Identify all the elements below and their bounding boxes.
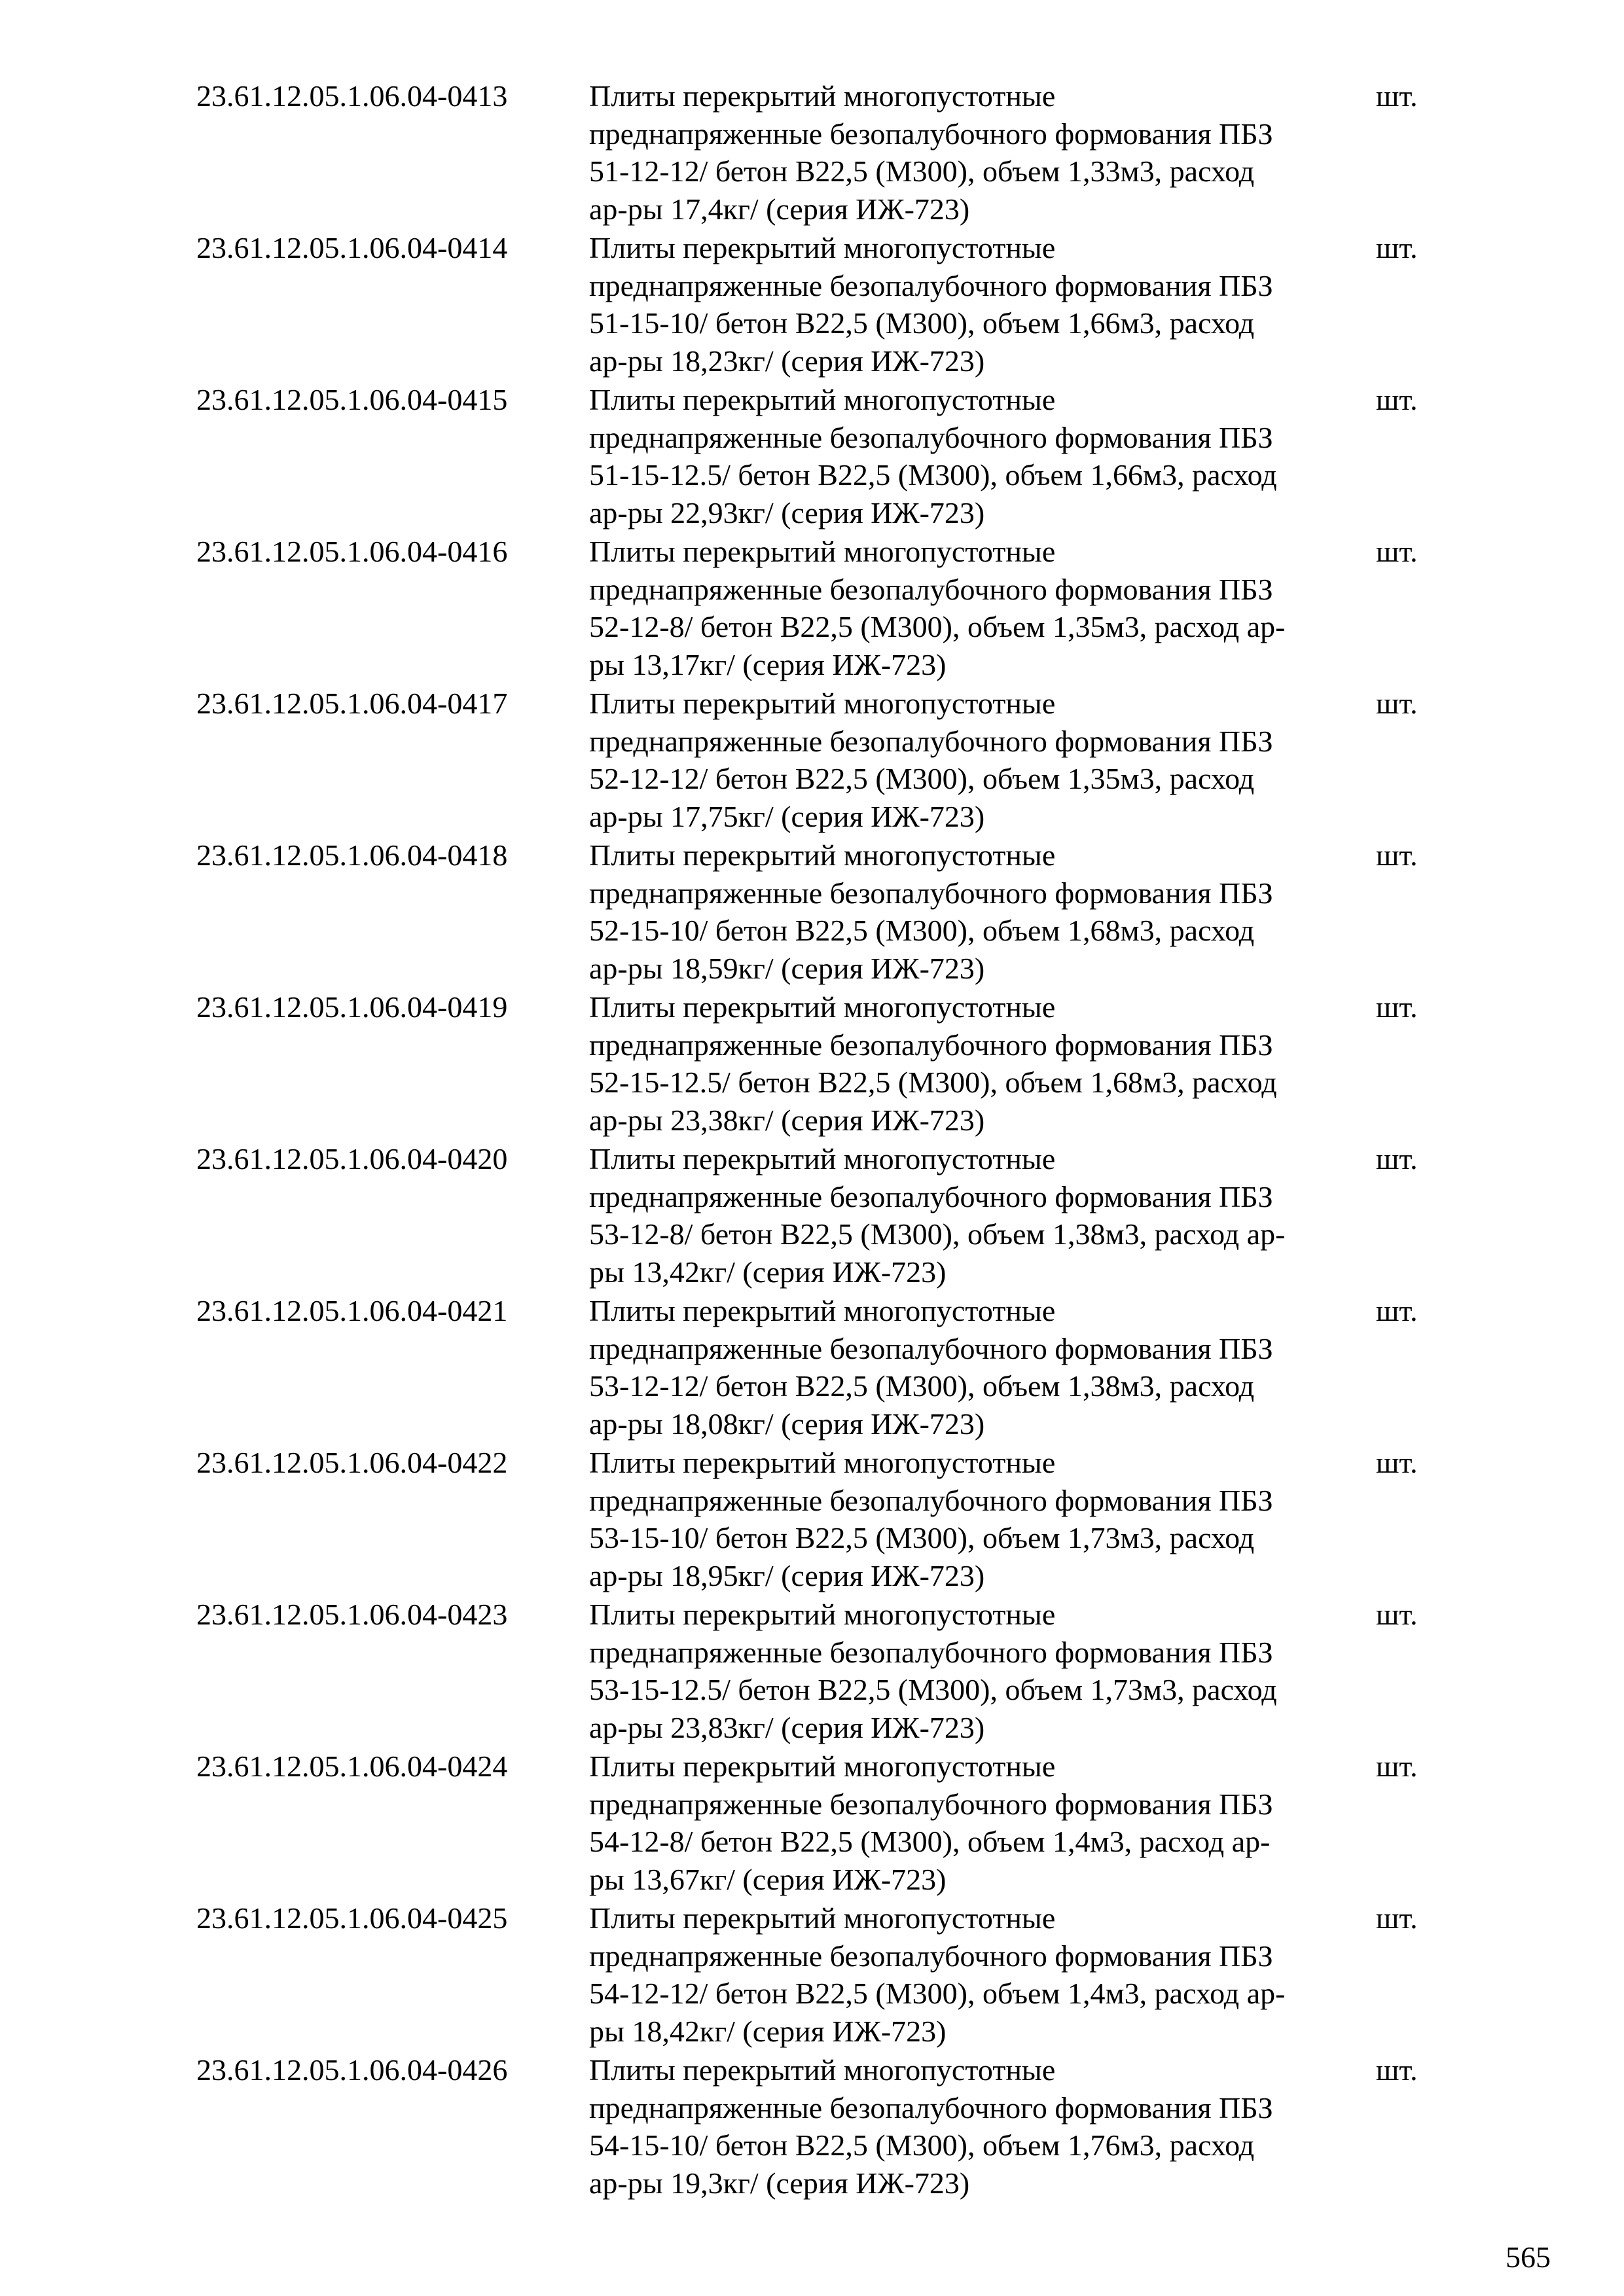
description-line: преднапряженные безопалубочного формования ПБЗ xyxy=(589,2090,1273,2125)
description-line: Плиты перекрытий многопустотные xyxy=(589,383,1056,416)
resource-description xyxy=(589,229,1440,380)
list-item xyxy=(196,381,1440,533)
list-item xyxy=(196,1444,1440,1596)
description-line: ар-ры 23,83кг/ (серия ИЖ-723) xyxy=(589,1710,985,1744)
description-line: ры 18,42кг/ (серия ИЖ-723) xyxy=(589,2014,947,2048)
description-line: Плиты перекрытий многопустотные xyxy=(589,990,1056,1024)
description-line: Плиты перекрытий многопустотные xyxy=(589,231,1056,264)
resource-description xyxy=(589,1292,1440,1443)
resource-description xyxy=(589,77,1440,228)
description-line: Плиты перекрытий многопустотные xyxy=(589,2053,1056,2087)
list-item xyxy=(196,533,1440,685)
resource-code: 23.61.12.05.1.06.04-0419 xyxy=(196,990,508,1024)
resource-description xyxy=(589,1748,1440,1898)
description-line: преднапряженные безопалубочного формования ПБЗ xyxy=(589,117,1273,151)
unit-of-measure: шт. xyxy=(1376,535,1418,568)
resource-description xyxy=(589,988,1440,1139)
resource-description xyxy=(589,1444,1440,1594)
description-line: 54-15-10/ бетон В22,5 (М300), объем 1,76м3, расход xyxy=(589,2128,1255,2162)
resource-code: 23.61.12.05.1.06.04-0413 xyxy=(196,79,508,113)
unit-of-measure: шт. xyxy=(1376,231,1418,264)
description-line: ар-ры 17,4кг/ (серия ИЖ-723) xyxy=(589,192,970,226)
unit-of-measure: шт. xyxy=(1376,838,1418,872)
description-line: ар-ры 18,95кг/ (серия ИЖ-723) xyxy=(589,1558,985,1592)
description-line: Плиты перекрытий многопустотные xyxy=(589,79,1056,113)
description-line: преднапряженные безопалубочного формования ПБЗ xyxy=(589,420,1273,454)
description-line: ар-ры 18,59кг/ (серия ИЖ-723) xyxy=(589,951,985,985)
list-item xyxy=(196,229,1440,381)
description-line: преднапряженные безопалубочного формования ПБЗ xyxy=(589,876,1273,910)
list-item xyxy=(196,1748,1440,1899)
resource-description xyxy=(589,1140,1440,1291)
description-line: ар-ры 17,75кг/ (серия ИЖ-723) xyxy=(589,799,985,833)
description-line: ар-ры 18,23кг/ (серия ИЖ-723) xyxy=(589,344,985,378)
description-line: ры 13,67кг/ (серия ИЖ-723) xyxy=(589,1862,947,1896)
resource-code: 23.61.12.05.1.06.04-0423 xyxy=(196,1598,508,1631)
resource-code: 23.61.12.05.1.06.04-0415 xyxy=(196,383,508,416)
resource-description xyxy=(589,836,1440,987)
resource-code: 23.61.12.05.1.06.04-0417 xyxy=(196,687,508,720)
list-item xyxy=(196,988,1440,1140)
description-line: Плиты перекрытий многопустотные xyxy=(589,1142,1056,1175)
description-line: 54-12-12/ бетон В22,5 (М300), объем 1,4м3, расход ар- xyxy=(589,1977,1286,2010)
description-line: Плиты перекрытий многопустотные xyxy=(589,838,1056,872)
unit-of-measure: шт. xyxy=(1376,1749,1418,1783)
description-line: Плиты перекрытий многопустотные xyxy=(589,535,1056,568)
description-line: преднапряженные безопалубочного формования ПБЗ xyxy=(589,268,1273,302)
description-line: ры 13,42кг/ (серия ИЖ-723) xyxy=(589,1255,947,1289)
resource-code: 23.61.12.05.1.06.04-0425 xyxy=(196,1901,508,1935)
resource-code: 23.61.12.05.1.06.04-0422 xyxy=(196,1446,508,1479)
description-line: Плиты перекрытий многопустотные xyxy=(589,1446,1056,1479)
unit-of-measure: шт. xyxy=(1376,1142,1418,1175)
description-line: Плиты перекрытий многопустотные xyxy=(589,1294,1056,1327)
resource-code: 23.61.12.05.1.06.04-0426 xyxy=(196,2053,508,2087)
description-line: преднапряженные безопалубочного формования ПБЗ xyxy=(589,1635,1273,1669)
resource-code: 23.61.12.05.1.06.04-0414 xyxy=(196,231,508,264)
description-line: 51-15-12.5/ бетон В22,5 (М300), объем 1,66м3, расход xyxy=(589,458,1277,492)
description-line: преднапряженные безопалубочного формования ПБЗ xyxy=(589,1787,1273,1821)
description-line: преднапряженные безопалубочного формования ПБЗ xyxy=(589,1939,1273,1973)
description-line: преднапряженные безопалубочного формования ПБЗ xyxy=(589,724,1273,758)
price-list-entries xyxy=(196,77,1440,2203)
list-item xyxy=(196,1596,1440,1748)
resource-code: 23.61.12.05.1.06.04-0416 xyxy=(196,535,508,568)
resource-description xyxy=(589,685,1440,835)
resource-description xyxy=(589,2051,1440,2202)
unit-of-measure: шт. xyxy=(1376,1598,1418,1631)
unit-of-measure: шт. xyxy=(1376,2053,1418,2087)
resource-code: 23.61.12.05.1.06.04-0420 xyxy=(196,1142,508,1175)
list-item xyxy=(196,2051,1440,2203)
description-line: Плиты перекрытий многопустотные xyxy=(589,1749,1056,1783)
description-line: ар-ры 19,3кг/ (серия ИЖ-723) xyxy=(589,2166,970,2200)
description-line: Плиты перекрытий многопустотные xyxy=(589,1901,1056,1935)
list-item xyxy=(196,1140,1440,1292)
description-line: ар-ры 18,08кг/ (серия ИЖ-723) xyxy=(589,1407,985,1441)
description-line: преднапряженные безопалубочного формования ПБЗ xyxy=(589,1179,1273,1213)
description-line: 51-12-12/ бетон В22,5 (М300), объем 1,33м3, расход xyxy=(589,154,1255,188)
description-line: 52-15-10/ бетон В22,5 (М300), объем 1,68м3, расход xyxy=(589,914,1255,947)
list-item xyxy=(196,836,1440,988)
unit-of-measure: шт. xyxy=(1376,1294,1418,1327)
resource-code: 23.61.12.05.1.06.04-0418 xyxy=(196,838,508,872)
description-line: 53-15-12.5/ бетон В22,5 (М300), объем 1,73м3, расход xyxy=(589,1673,1277,1706)
list-item xyxy=(196,1292,1440,1444)
resource-description xyxy=(589,1899,1440,2050)
description-line: 52-15-12.5/ бетон В22,5 (М300), объем 1,68м3, расход xyxy=(589,1066,1277,1099)
description-line: ар-ры 22,93кг/ (серия ИЖ-723) xyxy=(589,495,985,529)
resource-description xyxy=(589,533,1440,683)
resource-code: 23.61.12.05.1.06.04-0421 xyxy=(196,1294,508,1327)
description-line: ры 13,17кг/ (серия ИЖ-723) xyxy=(589,647,947,681)
unit-of-measure: шт. xyxy=(1376,1901,1418,1935)
unit-of-measure: шт. xyxy=(1376,687,1418,720)
description-line: 53-15-10/ бетон В22,5 (М300), объем 1,73м3, расход xyxy=(589,1521,1255,1554)
description-line: преднапряженные безопалубочного формования ПБЗ xyxy=(589,1331,1273,1365)
description-line: 52-12-12/ бетон В22,5 (М300), объем 1,35м3, расход xyxy=(589,762,1255,795)
list-item xyxy=(196,685,1440,836)
unit-of-measure: шт. xyxy=(1376,1446,1418,1479)
description-line: преднапряженные безопалубочного формования ПБЗ xyxy=(589,1028,1273,1062)
page-number: 565 xyxy=(1506,2240,1551,2274)
description-line: 52-12-8/ бетон В22,5 (М300), объем 1,35м3, расход ар- xyxy=(589,610,1286,643)
description-line: 53-12-12/ бетон В22,5 (М300), объем 1,38м3, расход xyxy=(589,1369,1255,1403)
description-line: 54-12-8/ бетон В22,5 (М300), объем 1,4м3, расход ар- xyxy=(589,1825,1271,1858)
unit-of-measure: шт. xyxy=(1376,79,1418,113)
list-item xyxy=(196,77,1440,229)
description-line: преднапряженные безопалубочного формования ПБЗ xyxy=(589,572,1273,606)
description-line: ар-ры 23,38кг/ (серия ИЖ-723) xyxy=(589,1103,985,1137)
unit-of-measure: шт. xyxy=(1376,990,1418,1024)
resource-description xyxy=(589,1596,1440,1746)
description-line: преднапряженные безопалубочного формования ПБЗ xyxy=(589,1483,1273,1517)
description-line: 51-15-10/ бетон В22,5 (М300), объем 1,66м3, расход xyxy=(589,306,1255,340)
resource-description xyxy=(589,381,1440,531)
description-line: Плиты перекрытий многопустотные xyxy=(589,1598,1056,1631)
unit-of-measure: шт. xyxy=(1376,383,1418,416)
list-item xyxy=(196,1899,1440,2051)
resource-code: 23.61.12.05.1.06.04-0424 xyxy=(196,1749,508,1783)
description-line: 53-12-8/ бетон В22,5 (М300), объем 1,38м3, расход ар- xyxy=(589,1217,1286,1251)
description-line: Плиты перекрытий многопустотные xyxy=(589,687,1056,720)
